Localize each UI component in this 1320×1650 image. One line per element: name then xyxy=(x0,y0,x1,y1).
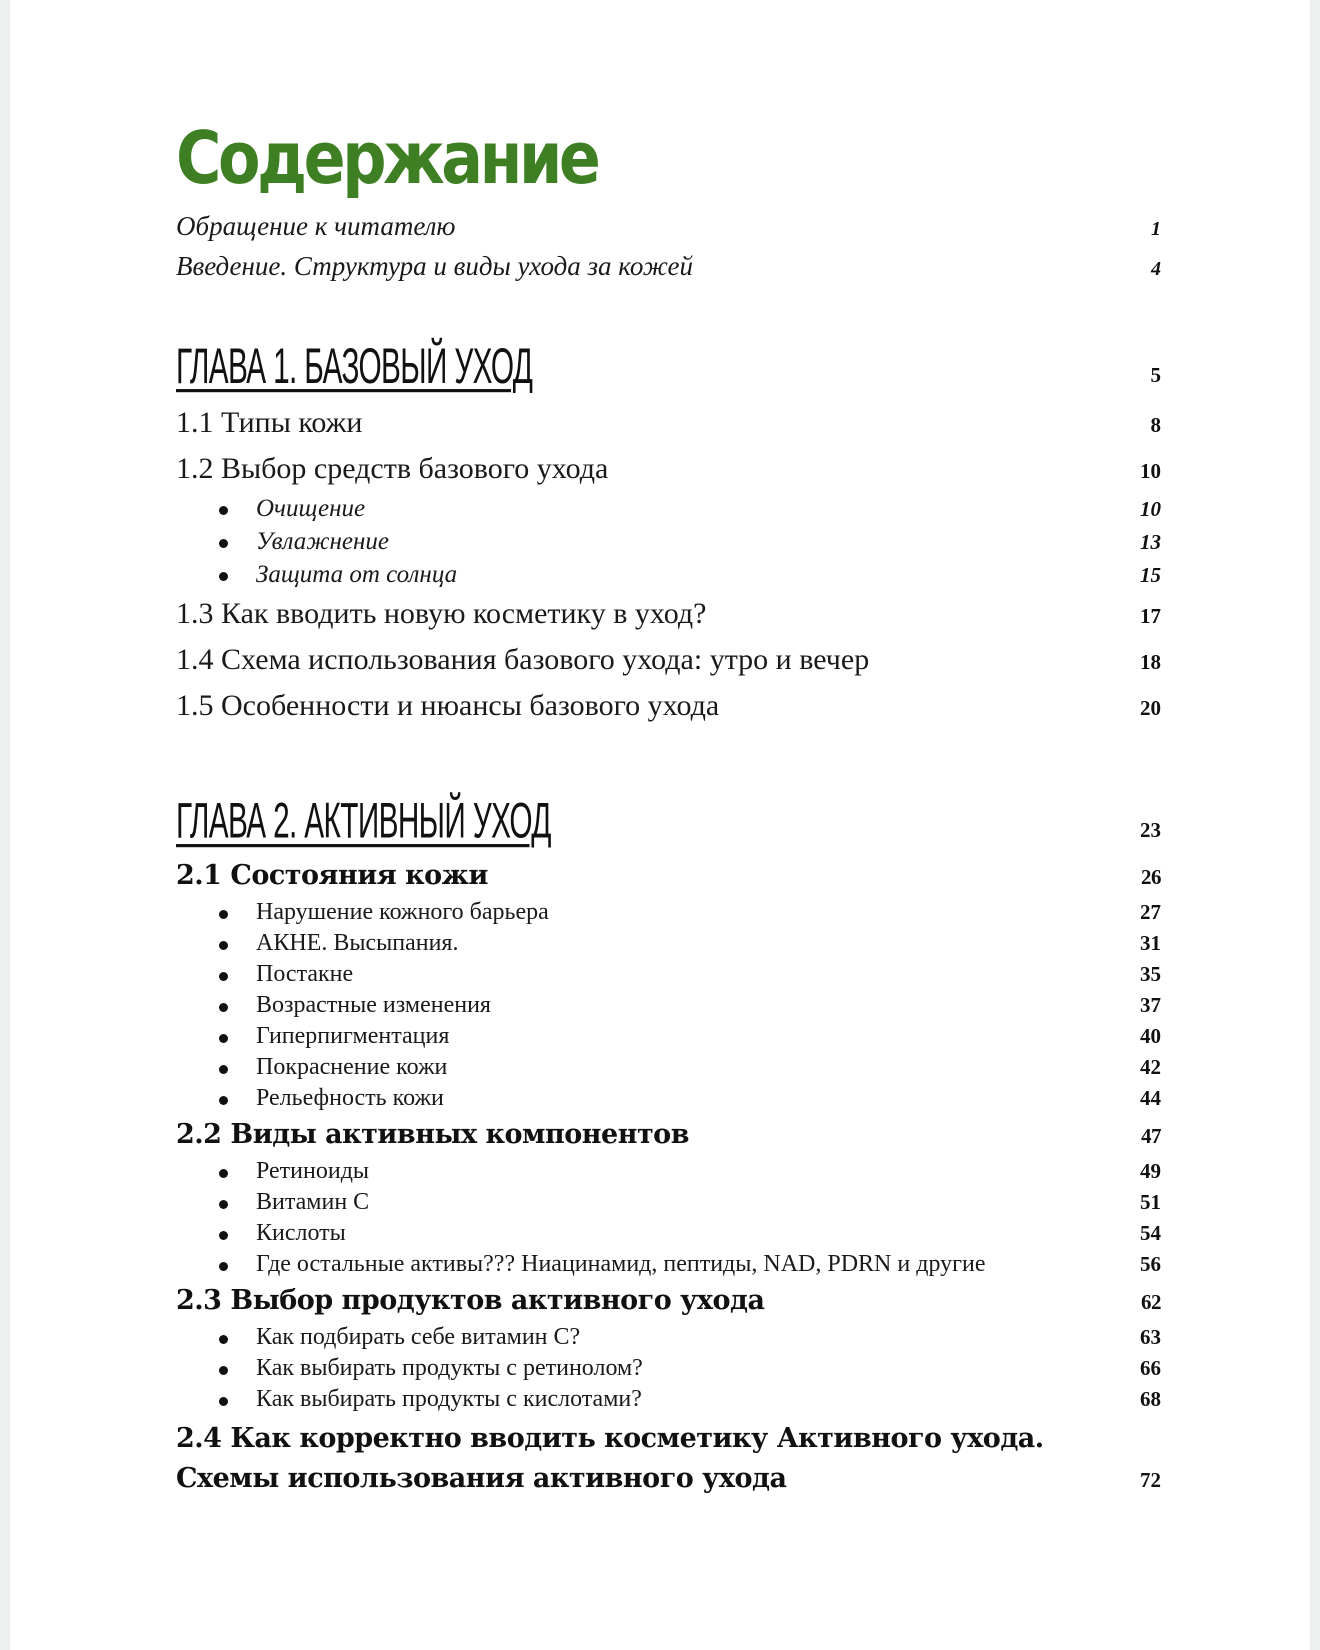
section-label: 1.2 Выбор средств базового ухода xyxy=(176,452,609,485)
subitem-page: 42 xyxy=(1140,1055,1161,1079)
section-page: 26 xyxy=(1141,865,1161,889)
toc-subitem[interactable] xyxy=(176,1083,1161,1114)
subitem-label: Как подбирать себе витамин С? xyxy=(176,1322,580,1353)
toc-entry[interactable] xyxy=(176,246,1161,286)
subitem-page: 35 xyxy=(1140,962,1161,986)
section-page: 72 xyxy=(1140,1468,1161,1492)
subitem-page: 56 xyxy=(1140,1252,1161,1276)
chapter-title: ГЛАВА 1. БАЗОВЫЙ УХОД xyxy=(176,338,533,395)
toc-section[interactable] xyxy=(176,683,1161,729)
toc-subitem[interactable] xyxy=(176,928,1161,959)
subitem-label: АКНЕ. Высыпания. xyxy=(176,928,458,959)
subitem-page: 49 xyxy=(1140,1159,1161,1183)
section-label: 2.1 Состояния кожи xyxy=(176,860,488,891)
subitem-label: Как выбирать продукты с кислотами? xyxy=(176,1384,642,1415)
toc-section[interactable] xyxy=(176,1419,1161,1499)
chapter-page: 23 xyxy=(1140,818,1161,842)
subitem-page: 40 xyxy=(1140,1024,1161,1048)
toc-section[interactable] xyxy=(176,855,1161,897)
section-label: 1.3 Как вводить новую косметику в уход? xyxy=(176,597,707,630)
subitem-page: 27 xyxy=(1140,900,1161,924)
section-label: 1.1 Типы кожи xyxy=(176,406,363,439)
section-label: 1.5 Особенности и нюансы базового ухода xyxy=(176,689,720,722)
subitem-label: Гиперпигментация xyxy=(176,1021,449,1052)
subitem-label: Витамин С xyxy=(176,1187,369,1218)
toc-section[interactable] xyxy=(176,637,1161,683)
subitem-page: 13 xyxy=(1140,530,1161,554)
subitem-page: 31 xyxy=(1140,931,1161,955)
toc-subitem[interactable] xyxy=(176,1322,1161,1353)
chapter-title: ГЛАВА 2. АКТИВНЫЙ УХОД xyxy=(176,793,551,850)
subitem-page: 37 xyxy=(1140,993,1161,1017)
toc-section[interactable] xyxy=(176,1114,1161,1156)
section-label: 2.2 Виды активных компонентов xyxy=(176,1119,689,1150)
section-page: 10 xyxy=(1140,459,1161,483)
toc-section[interactable] xyxy=(176,400,1161,446)
subitem-label: Где остальные активы??? Ниацинамид, пептиды, NAD, PDRN и другие xyxy=(176,1249,985,1280)
table-of-contents xyxy=(176,110,1161,1499)
section-page: 62 xyxy=(1141,1290,1161,1314)
toc-subitem[interactable] xyxy=(176,492,1161,525)
toc-subitem[interactable] xyxy=(176,1021,1161,1052)
toc-subitem[interactable] xyxy=(176,1249,1161,1280)
section-page: 47 xyxy=(1141,1124,1161,1148)
subitem-label: Увлажнение xyxy=(176,525,389,558)
toc-subitem[interactable] xyxy=(176,558,1161,591)
page-title: Содержание xyxy=(176,116,598,200)
subitem-label: Возрастные изменения xyxy=(176,990,491,1021)
section-page: 20 xyxy=(1140,696,1161,720)
section-label: 2.3 Выбор продуктов активного ухода xyxy=(176,1285,765,1316)
toc-entry-label: Обращение к читателю xyxy=(176,211,456,241)
toc-subitem[interactable] xyxy=(176,1156,1161,1187)
toc-entry-page: 1 xyxy=(1151,218,1161,240)
chapter-heading[interactable] xyxy=(176,334,1161,400)
subitem-page: 68 xyxy=(1140,1387,1161,1411)
toc-subitem[interactable] xyxy=(176,897,1161,928)
toc-entry-page: 4 xyxy=(1151,258,1161,280)
subitem-label: Покраснение кожи xyxy=(176,1052,447,1083)
section-page: 8 xyxy=(1150,413,1161,437)
subitem-label: Как выбирать продукты с ретинолом? xyxy=(176,1353,643,1384)
subitem-page: 63 xyxy=(1140,1325,1161,1349)
toc-entry[interactable] xyxy=(176,206,1161,246)
toc-entry-label: Введение. Структура и виды ухода за кожей xyxy=(176,251,693,281)
subitem-label: Кислоты xyxy=(176,1218,346,1249)
toc-section[interactable] xyxy=(176,446,1161,492)
subitem-page: 44 xyxy=(1140,1086,1161,1110)
section-label: 1.4 Схема использования базового ухода: утро и вечер xyxy=(176,643,870,676)
chapter-heading[interactable] xyxy=(176,789,1161,855)
section-label: 2.4 Как корректно вводить косметику Активного ухода. Схемы использования активного ухода xyxy=(176,1423,1044,1494)
subitem-label: Постакне xyxy=(176,959,353,990)
subitem-label: Рельефность кожи xyxy=(176,1083,444,1114)
section-page: 17 xyxy=(1140,604,1161,628)
subitem-label: Ретиноиды xyxy=(176,1156,369,1187)
toc-section[interactable] xyxy=(176,591,1161,637)
subitem-page: 54 xyxy=(1140,1221,1161,1245)
toc-subitem[interactable] xyxy=(176,1384,1161,1415)
toc-section[interactable] xyxy=(176,1280,1161,1322)
toc-subitem[interactable] xyxy=(176,1218,1161,1249)
chapter-page: 5 xyxy=(1150,363,1161,387)
subitem-label: Защита от солнца xyxy=(176,558,457,591)
toc-subitem[interactable] xyxy=(176,1353,1161,1384)
subitem-label: Нарушение кожного барьера xyxy=(176,897,549,928)
section-page: 18 xyxy=(1140,650,1161,674)
subitem-page: 15 xyxy=(1140,563,1161,587)
toc-subitem[interactable] xyxy=(176,525,1161,558)
toc-subitem[interactable] xyxy=(176,959,1161,990)
subitem-page: 10 xyxy=(1140,497,1161,521)
toc-subitem[interactable] xyxy=(176,990,1161,1021)
subitem-page: 66 xyxy=(1140,1356,1161,1380)
toc-subitem[interactable] xyxy=(176,1052,1161,1083)
document-page xyxy=(10,0,1310,1650)
subitem-label: Очищение xyxy=(176,492,365,525)
subitem-page: 51 xyxy=(1140,1190,1161,1214)
toc-subitem[interactable] xyxy=(176,1187,1161,1218)
